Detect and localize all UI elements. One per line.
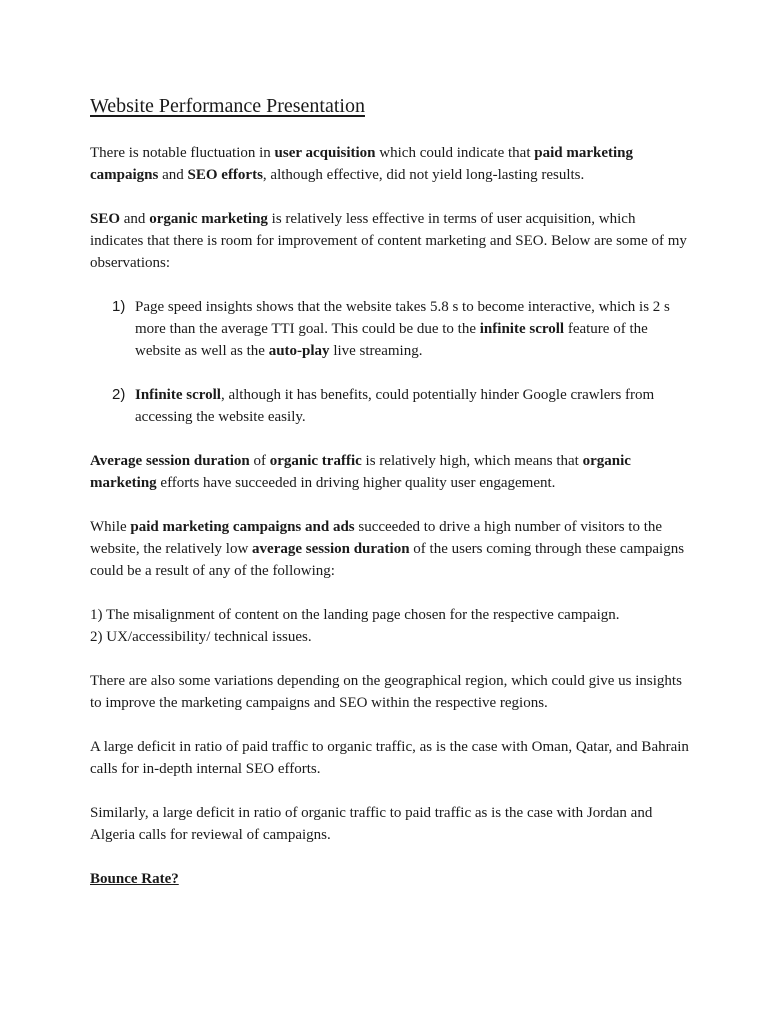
bold-text: infinite scroll <box>479 321 565 337</box>
bold-text: Average session duration <box>90 453 250 469</box>
bold-text: paid marketing campaigns and ads <box>130 519 355 535</box>
paragraph-seo <box>90 208 690 274</box>
text: There is notable fluctuation in <box>90 145 275 161</box>
text: and <box>120 211 150 227</box>
bold-text: paid marketing campaigns <box>90 145 633 183</box>
text: , although it has benefits, could potentially hinder Google crawlers from accessing the website easily. <box>135 387 655 425</box>
list-item: 2) UX/accessibility/ technical issues. <box>90 629 312 645</box>
text: of the users coming through these campaigns could be a result of any of the following: <box>90 541 685 579</box>
bold-text: user acquisition <box>274 145 376 161</box>
list-number: 1) <box>112 298 126 315</box>
text: , although effective, did not yield long-lasting results. <box>262 167 585 183</box>
bold-text: Infinite scroll <box>135 387 221 403</box>
list-number: 2) <box>112 386 126 403</box>
bold-text: organic traffic <box>269 453 362 469</box>
text: While <box>90 519 131 535</box>
document-body <box>90 92 690 890</box>
text: Page speed insights shows that the website takes 5.8 s to become interactive, which is 2 s more than the average TTI goal. This could be due to the <box>135 299 670 337</box>
document-title: Website Performance Presentation <box>90 95 365 117</box>
list-item <box>90 384 690 428</box>
paragraph-paid-campaigns <box>90 516 690 582</box>
bold-text: SEO <box>90 211 121 227</box>
bold-text: organic marketing <box>90 453 631 491</box>
text: of <box>249 453 270 469</box>
paragraph-geography: There are also some variations depending on the geographical region, which could give us insights to improve the marketing campaigns and SEO within the respective regions. <box>90 673 682 711</box>
text: live streaming. <box>329 343 423 359</box>
text: succeeded to drive a high number of visitors to the website, the relatively low <box>90 519 663 557</box>
bold-text: average session duration <box>252 541 410 557</box>
list-item: 1) The misalignment of content on the landing page chosen for the respective campaign. <box>90 607 620 623</box>
observations-list <box>90 296 690 428</box>
paragraph-session-duration <box>90 450 690 494</box>
bold-text: organic marketing <box>149 211 268 227</box>
bold-text: SEO efforts <box>187 167 263 183</box>
paragraph-user-acquisition <box>90 142 690 186</box>
paragraph-organic-deficit: Similarly, a large deficit in ratio of organic traffic to paid traffic as is the case with Jordan and Algeria calls for reviewal of campaigns. <box>90 805 653 843</box>
paragraph-paid-deficit: A large deficit in ratio of paid traffic to organic traffic, as is the case with Oman, Qatar, and Bahrain calls for in-depth internal SEO efforts. <box>90 739 689 777</box>
text: is relatively high, which means that <box>361 453 583 469</box>
text: is relatively less effective in terms of user acquisition, which indicates that there is room for improvement of content marketing and SEO. Below are some of my observations: <box>90 211 687 271</box>
reasons-list <box>90 604 690 648</box>
text: and <box>158 167 188 183</box>
text: efforts have succeeded in driving higher quality user engagement. <box>156 475 556 491</box>
list-item <box>90 296 690 362</box>
bold-text: auto-play <box>268 343 330 359</box>
text: which could indicate that <box>375 145 535 161</box>
bounce-rate-heading: Bounce Rate? <box>90 871 179 887</box>
text: feature of the website as well as the <box>135 321 648 359</box>
